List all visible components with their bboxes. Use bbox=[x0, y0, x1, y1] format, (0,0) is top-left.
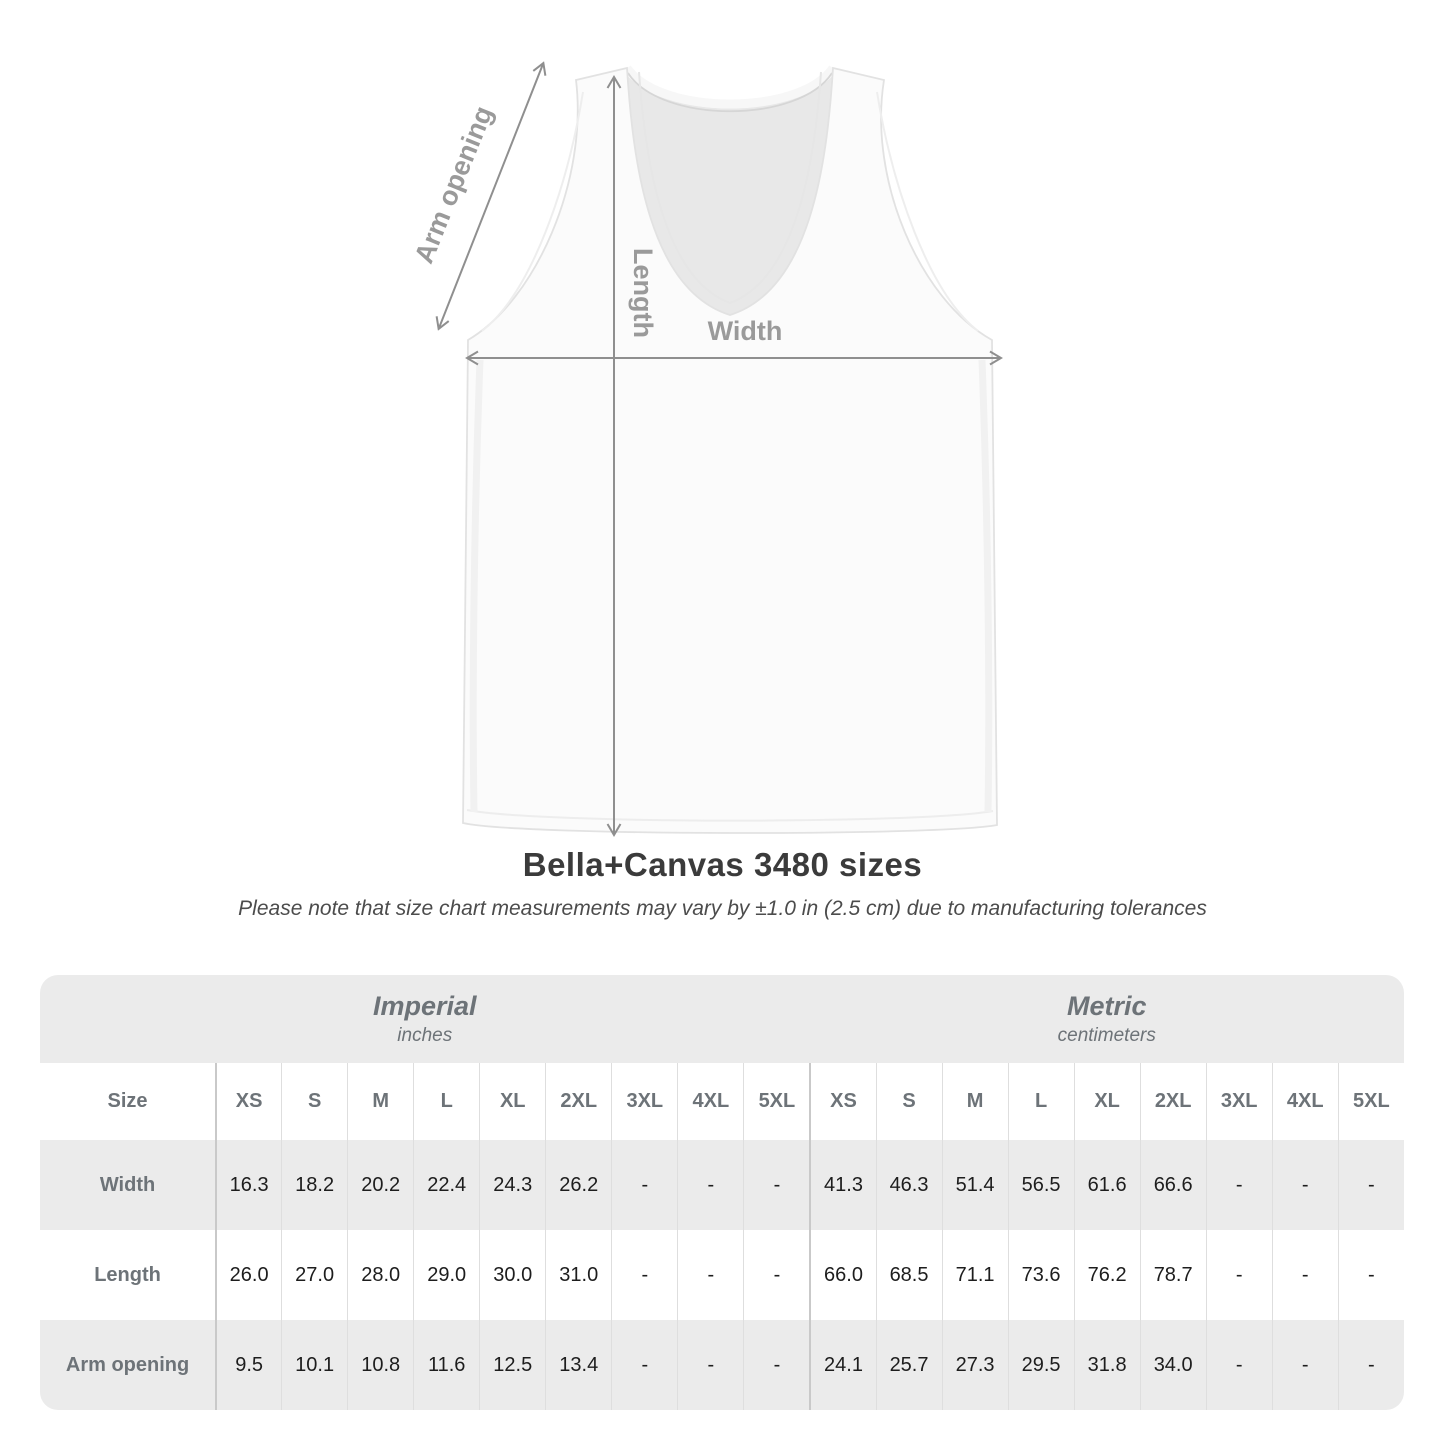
arm-opening-label: Arm opening bbox=[408, 101, 499, 268]
cell: - bbox=[677, 1230, 743, 1320]
metric-label: Metric bbox=[1066, 991, 1147, 1022]
imperial-band bbox=[40, 975, 809, 1063]
cell: - bbox=[611, 1230, 677, 1320]
cell: 12.5 bbox=[479, 1320, 545, 1410]
tolerance-note: Please note that size chart measurements may vary by ±1.0 in (2.5 cm) due to manufacturing tolerances bbox=[238, 897, 1207, 920]
cell: - bbox=[611, 1320, 677, 1410]
col-metric-m: M bbox=[942, 1063, 1008, 1140]
metric-unit: centimeters bbox=[1057, 1025, 1156, 1047]
cell: 20.2 bbox=[347, 1140, 413, 1230]
cell: 66.0 bbox=[809, 1230, 875, 1320]
length-label: Length bbox=[628, 248, 658, 338]
cell: 29.5 bbox=[1008, 1320, 1074, 1410]
cell: 29.0 bbox=[413, 1230, 479, 1320]
col-metric-4xl: 4XL bbox=[1272, 1063, 1338, 1140]
col-imperial-xl: XL bbox=[479, 1063, 545, 1140]
col-metric-xs: XS bbox=[809, 1063, 875, 1140]
cell: 26.2 bbox=[545, 1140, 611, 1230]
col-metric-3xl: 3XL bbox=[1206, 1063, 1272, 1140]
col-imperial-2xl: 2XL bbox=[545, 1063, 611, 1140]
cell: 16.3 bbox=[215, 1140, 281, 1230]
cell: 73.6 bbox=[1008, 1230, 1074, 1320]
cell: 51.4 bbox=[942, 1140, 1008, 1230]
cell: 13.4 bbox=[545, 1320, 611, 1410]
cell: - bbox=[743, 1140, 809, 1230]
cell: 76.2 bbox=[1074, 1230, 1140, 1320]
row-label-width: Width bbox=[40, 1140, 215, 1230]
cell: 31.8 bbox=[1074, 1320, 1140, 1410]
col-imperial-5xl: 5XL bbox=[743, 1063, 809, 1140]
col-imperial-4xl: 4XL bbox=[677, 1063, 743, 1140]
table-row-arm-opening bbox=[40, 1320, 1404, 1410]
table-row-length bbox=[40, 1230, 1404, 1320]
cell: - bbox=[611, 1140, 677, 1230]
cell: - bbox=[1272, 1320, 1338, 1410]
col-imperial-xs: XS bbox=[215, 1063, 281, 1140]
size-header-row bbox=[40, 1063, 1404, 1140]
imperial-unit: inches bbox=[397, 1025, 453, 1047]
col-imperial-m: M bbox=[347, 1063, 413, 1140]
imperial-label: Imperial bbox=[372, 991, 477, 1022]
col-imperial-s: S bbox=[281, 1063, 347, 1140]
cell: 26.0 bbox=[215, 1230, 281, 1320]
cell: 71.1 bbox=[942, 1230, 1008, 1320]
col-metric-2xl: 2XL bbox=[1140, 1063, 1206, 1140]
cell: 46.3 bbox=[876, 1140, 942, 1230]
unit-band-row bbox=[40, 975, 1404, 1063]
cell: - bbox=[677, 1140, 743, 1230]
col-metric-5xl: 5XL bbox=[1338, 1063, 1404, 1140]
cell: 24.1 bbox=[809, 1320, 875, 1410]
cell: 41.3 bbox=[809, 1140, 875, 1230]
table-row-width bbox=[40, 1140, 1404, 1230]
cell: 27.0 bbox=[281, 1230, 347, 1320]
size-table bbox=[40, 975, 1404, 1410]
cell: 10.1 bbox=[281, 1320, 347, 1410]
cell: 31.0 bbox=[545, 1230, 611, 1320]
cell: - bbox=[743, 1230, 809, 1320]
col-metric-xl: XL bbox=[1074, 1063, 1140, 1140]
cell: - bbox=[1338, 1320, 1404, 1410]
cell: 56.5 bbox=[1008, 1140, 1074, 1230]
size-table-grid bbox=[40, 975, 1404, 1410]
cell: 28.0 bbox=[347, 1230, 413, 1320]
cell: - bbox=[1338, 1230, 1404, 1320]
cell: 18.2 bbox=[281, 1140, 347, 1230]
size-header: Size bbox=[40, 1063, 215, 1140]
cell: - bbox=[1338, 1140, 1404, 1230]
cell: - bbox=[1206, 1320, 1272, 1410]
width-label: Width bbox=[707, 316, 783, 346]
cell: - bbox=[1272, 1230, 1338, 1320]
cell: 34.0 bbox=[1140, 1320, 1206, 1410]
col-metric-s: S bbox=[876, 1063, 942, 1140]
cell: 10.8 bbox=[347, 1320, 413, 1410]
row-label-arm-opening: Arm opening bbox=[40, 1320, 215, 1410]
metric-band bbox=[809, 975, 1404, 1063]
col-imperial-l: L bbox=[413, 1063, 479, 1140]
cell: - bbox=[1206, 1230, 1272, 1320]
cell: 61.6 bbox=[1074, 1140, 1140, 1230]
cell: 68.5 bbox=[876, 1230, 942, 1320]
col-imperial-3xl: 3XL bbox=[611, 1063, 677, 1140]
cell: 66.6 bbox=[1140, 1140, 1206, 1230]
cell: 27.3 bbox=[942, 1320, 1008, 1410]
cell: 11.6 bbox=[413, 1320, 479, 1410]
col-metric-l: L bbox=[1008, 1063, 1074, 1140]
cell: - bbox=[677, 1320, 743, 1410]
cell: 78.7 bbox=[1140, 1230, 1206, 1320]
cell: 25.7 bbox=[876, 1320, 942, 1410]
cell: - bbox=[1206, 1140, 1272, 1230]
page-title: Bella+Canvas 3480 sizes bbox=[522, 846, 923, 883]
row-label-length: Length bbox=[40, 1230, 215, 1320]
cell: 24.3 bbox=[479, 1140, 545, 1230]
cell: 30.0 bbox=[479, 1230, 545, 1320]
cell: 22.4 bbox=[413, 1140, 479, 1230]
cell: - bbox=[743, 1320, 809, 1410]
cell: - bbox=[1272, 1140, 1338, 1230]
cell: 9.5 bbox=[215, 1320, 281, 1410]
